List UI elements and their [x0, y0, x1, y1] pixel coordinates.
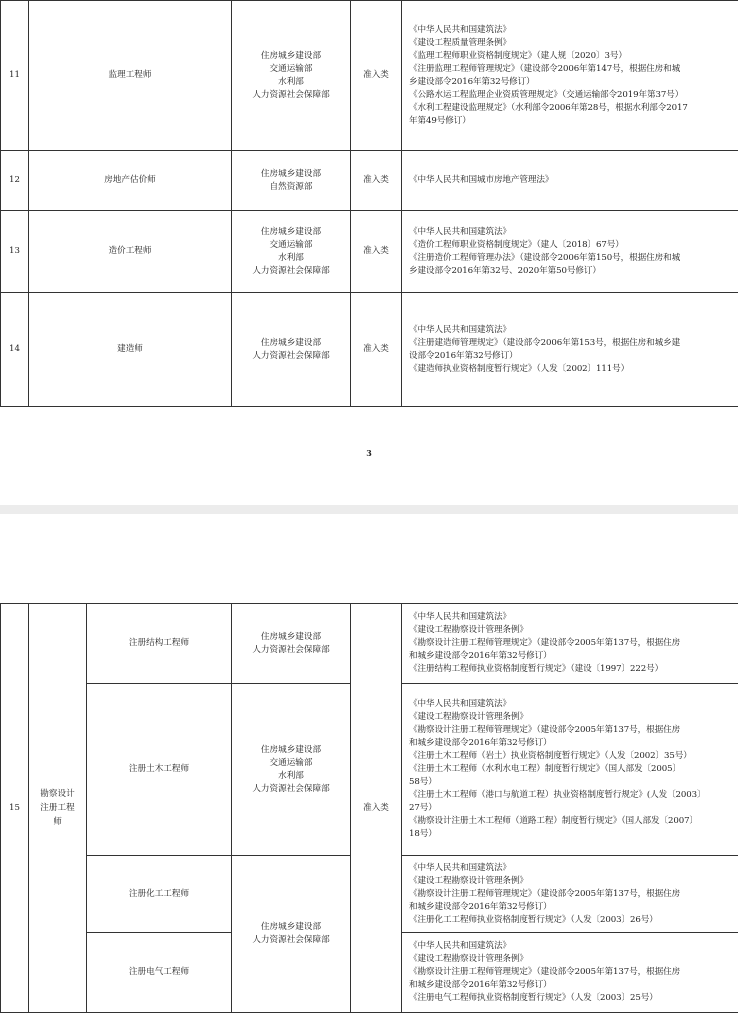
legal-basis-line: 《水利工程建设监理规定》（水利部令2006年第28号，根据水利部令2017 — [409, 102, 688, 113]
qualification-type: 准入类 — [351, 151, 402, 211]
department: 住房城乡建设部 — [260, 744, 322, 755]
legal-basis-cell — [402, 856, 738, 933]
legal-basis-line: 《注册监理工程师管理规定》（建设部令2006年第147号，根据住房和城 — [409, 63, 681, 74]
legal-basis-line: 《注册土木工程师（水利水电工程）制度暂行规定》（国人部发〔2005〕 — [409, 764, 681, 774]
qualification-name: 造价工程师 — [29, 211, 232, 293]
legal-basis-line: 《中华人民共和国建筑法》 — [409, 24, 511, 35]
qualification-table-page-3 — [0, 0, 738, 407]
sub-qualification-name: 注册化工工程师 — [87, 856, 232, 933]
legal-basis-line: 《中华人民共和国建筑法》 — [409, 862, 511, 873]
legal-basis-line: 《勘察设计注册土木工程师（道路工程）制度暂行规定》（国人部发〔2007〕 — [409, 816, 698, 826]
legal-basis-cell — [402, 604, 738, 684]
department: 交通运输部 — [269, 757, 313, 768]
document-page-3 — [0, 0, 738, 505]
row-number: 12 — [1, 151, 29, 211]
department-cell — [232, 293, 351, 407]
department: 自然资源部 — [269, 181, 313, 192]
legal-basis-line: 《造价工程师职业资格制度规定》（建人〔2018〕67号） — [409, 239, 624, 250]
legal-basis-line: 和城乡建设部令2016年第32号修订） — [409, 651, 552, 661]
document-page-4 — [0, 514, 738, 1014]
legal-basis-line: 乡建设部令2016年第32号、2020年第50号修订） — [409, 265, 601, 276]
legal-basis-cell — [402, 684, 738, 856]
legal-basis-line: 《注册土木工程师（港口与航道工程）执业资格制度暂行规定》(人发〔2003〕 — [409, 790, 706, 800]
legal-basis-cell — [402, 211, 738, 293]
legal-basis-line: 《勘察设计注册工程师管理规定》（建设部令2005年第137号，根据住房 — [409, 725, 681, 735]
department: 住房城乡建设部 — [260, 631, 322, 642]
category-label: 勘察设计注册工程师 — [40, 789, 75, 827]
department: 住房城乡建设部 — [260, 168, 322, 179]
legal-basis-line: 《注册建造师管理规定》（建设部令2006年第153号，根据住房和城乡建 — [409, 337, 681, 348]
row-number: 11 — [1, 1, 29, 151]
legal-basis-line: 《勘察设计注册工程师管理规定》（建设部令2005年第137号，根据住房 — [409, 638, 681, 648]
legal-basis-line: 《勘察设计注册工程师管理规定》（建设部令2005年第137号，根据住房 — [409, 967, 681, 977]
department-cell — [232, 684, 351, 856]
legal-basis-line: 和城乡建设部令2016年第32号修订） — [409, 980, 552, 990]
department-cell — [232, 211, 351, 293]
legal-basis-line: 和城乡建设部令2016年第32号修订） — [409, 901, 552, 912]
table-row — [1, 293, 738, 407]
department: 住房城乡建设部 — [260, 226, 322, 237]
legal-basis-line: 《建造师执业资格制度暂行规定》（人发〔2002〕111号） — [409, 363, 630, 374]
row-number: 14 — [1, 293, 29, 407]
legal-basis-line: 《注册结构工程师执业资格制度暂行规定》（建设〔1997〕222号） — [409, 664, 664, 674]
page-separator — [0, 505, 738, 514]
row-number: 15 — [1, 604, 29, 1013]
qualification-name: 监理工程师 — [29, 1, 232, 151]
legal-basis-cell — [402, 293, 738, 407]
qualification-table-page-4 — [0, 603, 738, 1013]
department-cell — [232, 1, 351, 151]
row-number: 13 — [1, 211, 29, 293]
legal-basis-cell — [402, 933, 738, 1013]
legal-basis-line: 《注册电气工程师执业资格制度暂行规定》（人发〔2003〕25号） — [409, 993, 658, 1003]
legal-basis-line: 《中华人民共和国城市房地产管理法》 — [409, 175, 554, 185]
department: 人力资源社会保障部 — [252, 644, 330, 655]
legal-basis-line: 18号） — [409, 829, 437, 839]
legal-basis-line: 58号） — [409, 777, 437, 787]
department-cell — [232, 604, 351, 684]
legal-basis-line: 《监理工程师职业资格制度规定》（建人规〔2020〕3号） — [409, 50, 627, 61]
department: 人力资源社会保障部 — [252, 89, 330, 100]
legal-basis-line: 乡建设部令2016年第32号修订） — [409, 76, 535, 87]
legal-basis-line: 《建设工程勘察设计管理条例》 — [409, 875, 528, 886]
department: 住房城乡建设部 — [260, 50, 322, 61]
department: 住房城乡建设部 — [260, 922, 322, 932]
qualification-name: 房地产估价师 — [29, 151, 232, 211]
legal-basis-line: 年第49号修订） — [409, 115, 471, 126]
qualification-name: 建造师 — [29, 293, 232, 407]
legal-basis-line: 27号） — [409, 803, 437, 813]
legal-basis-line: 《建设工程勘察设计管理条例》 — [409, 625, 528, 635]
qualification-category — [29, 604, 87, 1013]
legal-basis-line: 《建设工程质量管理条例》 — [409, 37, 511, 48]
department: 人力资源社会保障部 — [252, 265, 330, 276]
qualification-type: 准入类 — [351, 211, 402, 293]
page-number: 3 — [366, 448, 372, 458]
legal-basis-line: 《公路水运工程监理企业资质管理规定》（交通运输部令2019年第37号） — [409, 89, 684, 100]
table-row — [1, 1, 738, 151]
department: 人力资源社会保障部 — [252, 783, 330, 794]
department: 人力资源社会保障部 — [252, 935, 330, 945]
table-row — [1, 604, 738, 684]
qualification-type: 准入类 — [351, 293, 402, 407]
legal-basis-cell — [402, 1, 738, 151]
department: 人力资源社会保障部 — [252, 350, 330, 361]
legal-basis-line: 《中华人民共和国建筑法》 — [409, 612, 511, 622]
qualification-type: 准入类 — [351, 604, 402, 1013]
department: 交通运输部 — [269, 239, 313, 250]
legal-basis-line: 《注册化工工程师执业资格制度暂行规定》（人发〔2003〕26号） — [409, 914, 658, 925]
qualification-type: 准入类 — [351, 1, 402, 151]
department: 水利部 — [278, 770, 304, 781]
legal-basis-line: 《中华人民共和国建筑法》 — [409, 324, 511, 335]
department-cell — [232, 151, 351, 211]
legal-basis-line: 《建设工程勘察设计管理条例》 — [409, 954, 528, 964]
legal-basis-line: 《建设工程勘察设计管理条例》 — [409, 712, 528, 722]
department: 水利部 — [278, 76, 304, 87]
legal-basis-line: 《中华人民共和国建筑法》 — [409, 226, 511, 237]
legal-basis-cell — [402, 151, 738, 211]
legal-basis-line: 《勘察设计注册工程师管理规定》（建设部令2005年第137号，根据住房 — [409, 888, 681, 899]
legal-basis-line: 《中华人民共和国建筑法》 — [409, 699, 511, 709]
table-row — [1, 211, 738, 293]
department: 水利部 — [278, 252, 304, 263]
department: 住房城乡建设部 — [260, 337, 322, 348]
sub-qualification-name: 注册电气工程师 — [87, 933, 232, 1013]
legal-basis-line: 《注册土木工程师（岩土）执业资格制度暂行规定》（人发〔2002〕35号） — [409, 751, 692, 761]
legal-basis-line: 和城乡建设部令2016年第32号修订） — [409, 738, 552, 748]
department: 交通运输部 — [269, 63, 313, 74]
legal-basis-line: 设部令2016年第32号修订） — [409, 350, 518, 361]
table-row — [1, 151, 738, 211]
sub-qualification-name: 注册土木工程师 — [87, 684, 232, 856]
department-cell — [232, 856, 351, 1013]
legal-basis-line: 《注册造价工程师管理办法》（建设部令2006年第150号，根据住房和城 — [409, 252, 681, 263]
sub-qualification-name: 注册结构工程师 — [87, 604, 232, 684]
legal-basis-line: 《中华人民共和国建筑法》 — [409, 941, 511, 951]
